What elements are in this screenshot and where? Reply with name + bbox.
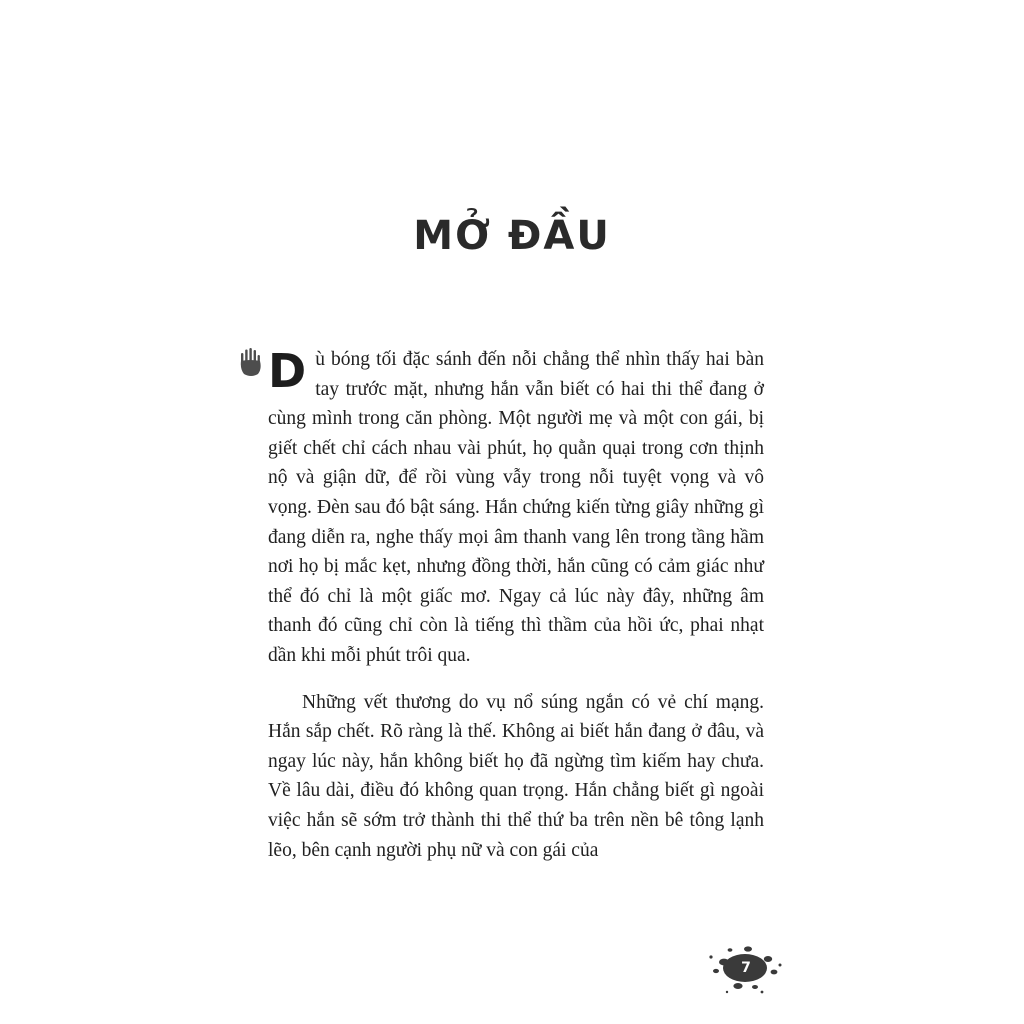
paragraph-1 — [268, 345, 764, 671]
paragraph-2: Những vết thương do vụ nổ súng ngắn có vẻ chí mạng. Hắn sắp chết. Rõ ràng là thế. Không ai biết hắn đang ở đâu, và ngay lúc này, hắn không biết họ đã ngừng tìm kiếm hay chưa. Về lâu dài, điều đó không quan trọng. Hắn chẳng biết gì ngoài việc hắn sẽ sớm trở thành thi thể thứ ba trên nền bê tông lạnh lẽo, bên cạnh người phụ nữ và con gái của — [268, 691, 764, 861]
paragraph-1-text: ù bóng tối đặc sánh đến nỗi chẳng thể nhìn thấy hai bàn tay trước mặt, nhưng hắn vẫn biết có hai thi thể đang ở cùng mình trong căn phòng. Một người mẹ và một con gái, bị giết chết chỉ cách nhau vài phút, họ quằn quại trong cơn thịnh nộ và giận dữ, để rồi vùng vẫy trong nỗi tuyệt vọng và vô vọng. Đèn sau đó bật sáng. Hắn chứng kiến từng giây những gì đang diễn ra, nghe thấy mọi âm thanh vang lên trong tầng hầm nơi họ bị mắc kẹt, nhưng đồng thời, hắn cũng có cảm giác như thể đó chỉ là một giấc mơ. Ngay cả lúc này đây, những âm thanh đó cũng chỉ còn là tiếng thì thầm của hồi ức, phai nhạt dần khi mỗi phút trôi qua. — [268, 349, 764, 666]
body-text-block — [268, 345, 764, 865]
page-title: MỞ ĐẦU — [413, 212, 611, 259]
handprint-ornament-icon — [238, 347, 264, 379]
drop-cap: D — [268, 344, 307, 398]
page-number-badge — [700, 938, 790, 998]
page-number: 7 — [741, 960, 751, 976]
